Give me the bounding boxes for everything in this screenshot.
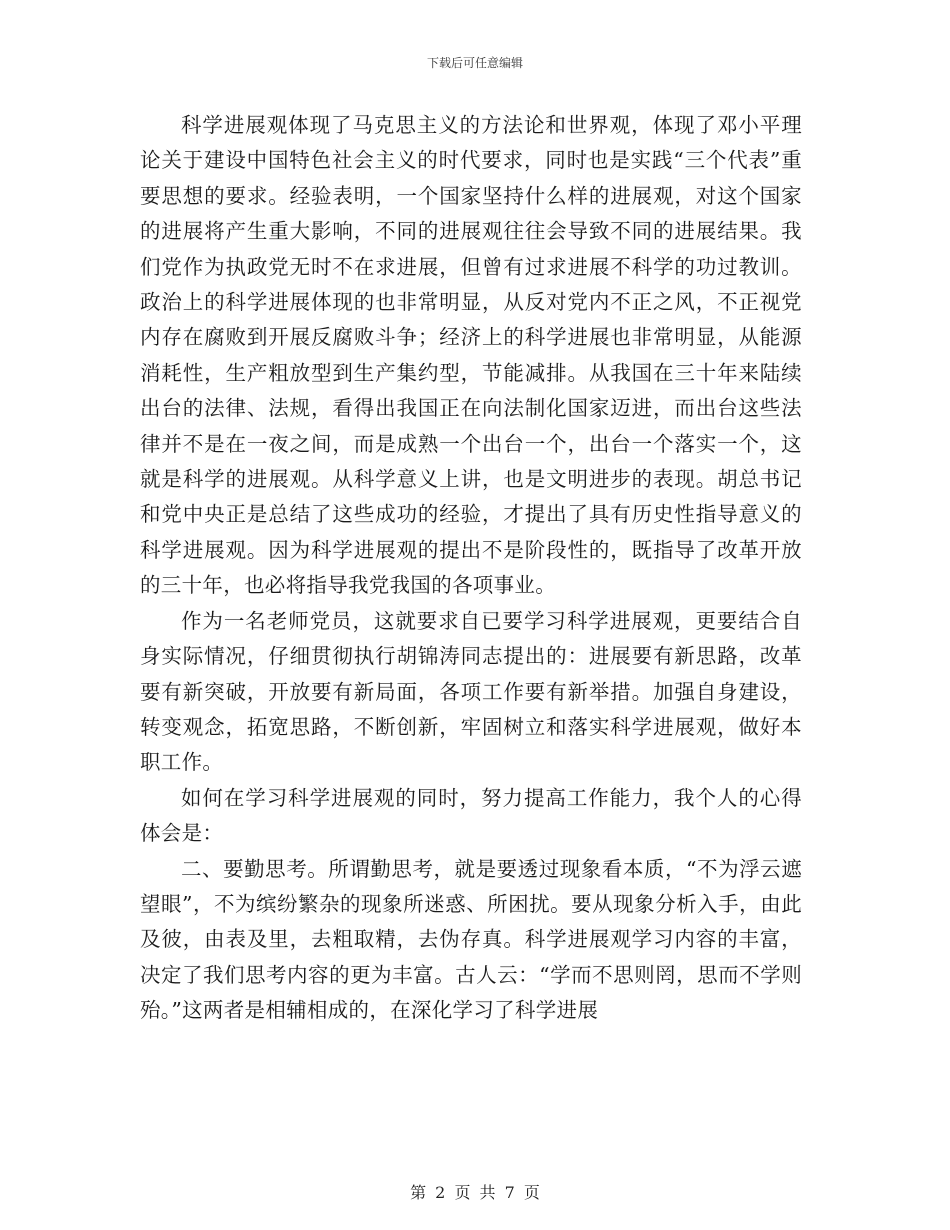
- paragraph-4: 二、要勤思考。所谓勤思考，就是要透过现象看本质，“不为浮云遮望眼”，不为缤纷繁杂的现象所迷惑、所困扰。要从现象分析入手，由此及彼，由表及里，去粗取精，去伪存真。科学进展观学习内容的丰富，决定了我们思考内容的更为丰富。古人云：“学而不思则罔，思而不学则殆。”这两者是相辅相成的，在深化学习了科学进展: [140, 856, 802, 1023]
- paragraph-3: 如何在学习科学进展观的同时，努力提高工作能力，我个人的心得体会是：: [140, 785, 802, 846]
- paragraph-1: 科学进展观体现了马克思主义的方法论和世界观，体现了邓小平理论关于建设中国特色社会主义的时代要求，同时也是实践“三个代表”重要思想的要求。经验表明，一个国家坚持什么样的进展观，对这个国家的进展将产生重大影响，不同的进展观往往会导致不同的进展结果。我们党作为执政党无时不在求进展，但曾有过求进展不科学的功过教训。政治上的科学进展体现的也非常明显，从反对党内不正之风，不正视党内存在腐败到开展反腐败斗争；经济上的科学进展也非常明显，从能源消耗性，生产粗放型到生产集约型，节能减排。从我国在三十年来陆续出台的法律、法规，看得出我国正在向法制化国家迈进，而出台这些法律并不是在一夜之间，而是成熟一个出台一个，出台一个落实一个，这就是科学的进展观。从科学意义上讲，也是文明进步的表现。胡总书记和党中央正是总结了这些成功的经验，才提出了具有历史性指导意义的科学进展观。因为科学进展观的提出不是阶段性的，既指导了改革开放的三十年，也必将指导我党我国的各项事业。: [140, 113, 802, 598]
- paragraph-2: 作为一名老师党员，这就要求自已要学习科学进展观，更要结合自身实际情况，仔细贯彻执行胡锦涛同志提出的：进展要有新思路，改革要有新突破，开放要有新局面，各项工作要有新举措。加强自身建设，转变观念，拓宽思路，不断创新，牢固树立和落实科学进展观，做好本职工作。: [140, 608, 802, 775]
- page-header: 下载后可任意编辑: [426, 56, 523, 70]
- document-body: [140, 108, 802, 1029]
- page-number: 第 2 页 共 7 页: [410, 1183, 540, 1202]
